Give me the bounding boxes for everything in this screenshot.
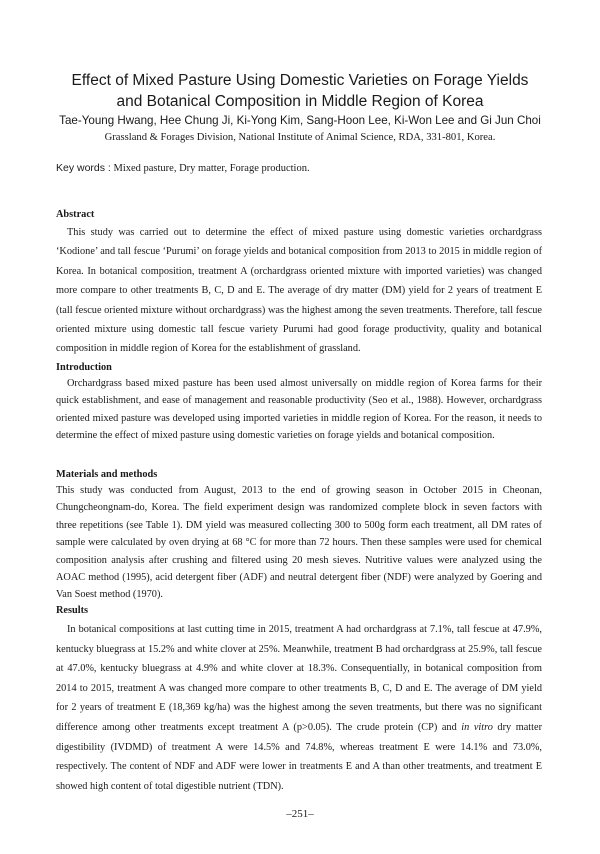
introduction-heading: Introduction [56,362,112,373]
results-text-part1: In botanical compositions at last cutting time in 2015, treatment A had orchardgrass at 7.1%, tall fescue at 47.9%, kentucky bluegrass at 15.2% and white clover at 25%. Meanwhile, treatment B had orchardgrass at 25.9%, tall fescue at 47.0%, kentucky bluegrass at 4.9% and white clover at 18.3%. Consequentially, in botanical composition from 2014 to 2015, treatment A was changed more compare to other treatments B, C, D and E. The average of DM yield for 2 years of treatment E (18,369 kg/ha) was the highest among the seven treatments, but there was no significant difference among other treatments except treatment A (p>0.05). The crude protein (CP) and [56,624,542,733]
page-number: –251– [286,808,314,820]
results-heading: Results [56,605,89,616]
introduction-text: Orchardgrass based mixed pasture has been used almost universally on middle region of Korea farms for their quick establishment, and ease of management and reasonable productivity (Seo et al., 1988). However, orchardgrass oriented mixed pasture was developed using imported varieties in middle region of Korea. For the reason, it needs to determine the effect of mixed pasture using domestic varieties on forage yields and botanical composition. [56,378,542,442]
keywords-line [56,161,556,176]
title-line-1: Effect of Mixed Pasture Using Domestic Varieties on Forage Yields [71,72,529,89]
title-line-2: and Botanical Composition in Middle Region of Korea [116,93,484,110]
results-text [56,620,542,796]
results-italic-in-vitro: in vitro [461,721,493,733]
methods-heading: Materials and methods [56,469,158,480]
affiliation: Grassland & Forages Division, National Institute of Animal Science, RDA, 331-801, Korea. [104,132,496,143]
keywords-text: Mixed pasture, Dry matter, Forage production. [113,163,310,174]
author-list: Tae-Young Hwang, Hee Chung Ji, Ki-Yong Kim, Sang-Hoon Lee, Ki-Won Lee and Gi Jun Choi [59,114,541,127]
keywords-label: Key words : [56,162,111,174]
abstract-text: This study was carried out to determine the effect of mixed pasture using domestic varieties orchardgrass ‘Kodione’ and tall fescue ‘Purumi’ on forage yields and botanical composition from 2013 to 2015 in middle region of Korea. In botanical composition, treatment A (orchardgrass oriented mixture with imported varieties) was changed more compare to other treatments B, C, D and E. The average of dry matter (DM) yield for 2 years of treatment E (tall fescue oriented mixture without orchardgrass) was the highest among the seven treatments. Therefore, tall fescue oriented mixture using domestic tall fescue variety Purumi had good forage productivity, quality and botanical composition in middle region of Korea for the establishment of grassland. [56,227,542,355]
abstract-heading: Abstract [56,209,95,220]
results-text-part2: dry matter digestibility (IVDMD) of treatment A were 14.5% and 74.8%, whereas treatment E were 14.1% and 73.0%, respectively. The content of NDF and ADF were lower in treatments E and A than other treatments, and treatment E showed high content of total digestible nutrient (TDN). [56,721,542,792]
paper-title [40,70,560,112]
methods-text: This study was conducted from August, 2013 to the end of growing season in October 2015 in Cheonan, Chungcheongnam-do, Korea. The field experiment design was randomized complete block in seven factors with three repetitions (see Table 1). DM yield was measured collecting 300 to 500g form each treatment, all DM rates of sample were calculated by oven drying at 68 °C for more than 72 hours. Then these samples were used for chemical composition analysis after crushing and filtered using 20 mesh sieves. Nutritive values were analyzed using the AOAC method (1995), acid detergent fiber (ADF) and neutral detergent fiber (NDF) were analyzed by Goering and Van Soest method (1970). [56,485,542,601]
